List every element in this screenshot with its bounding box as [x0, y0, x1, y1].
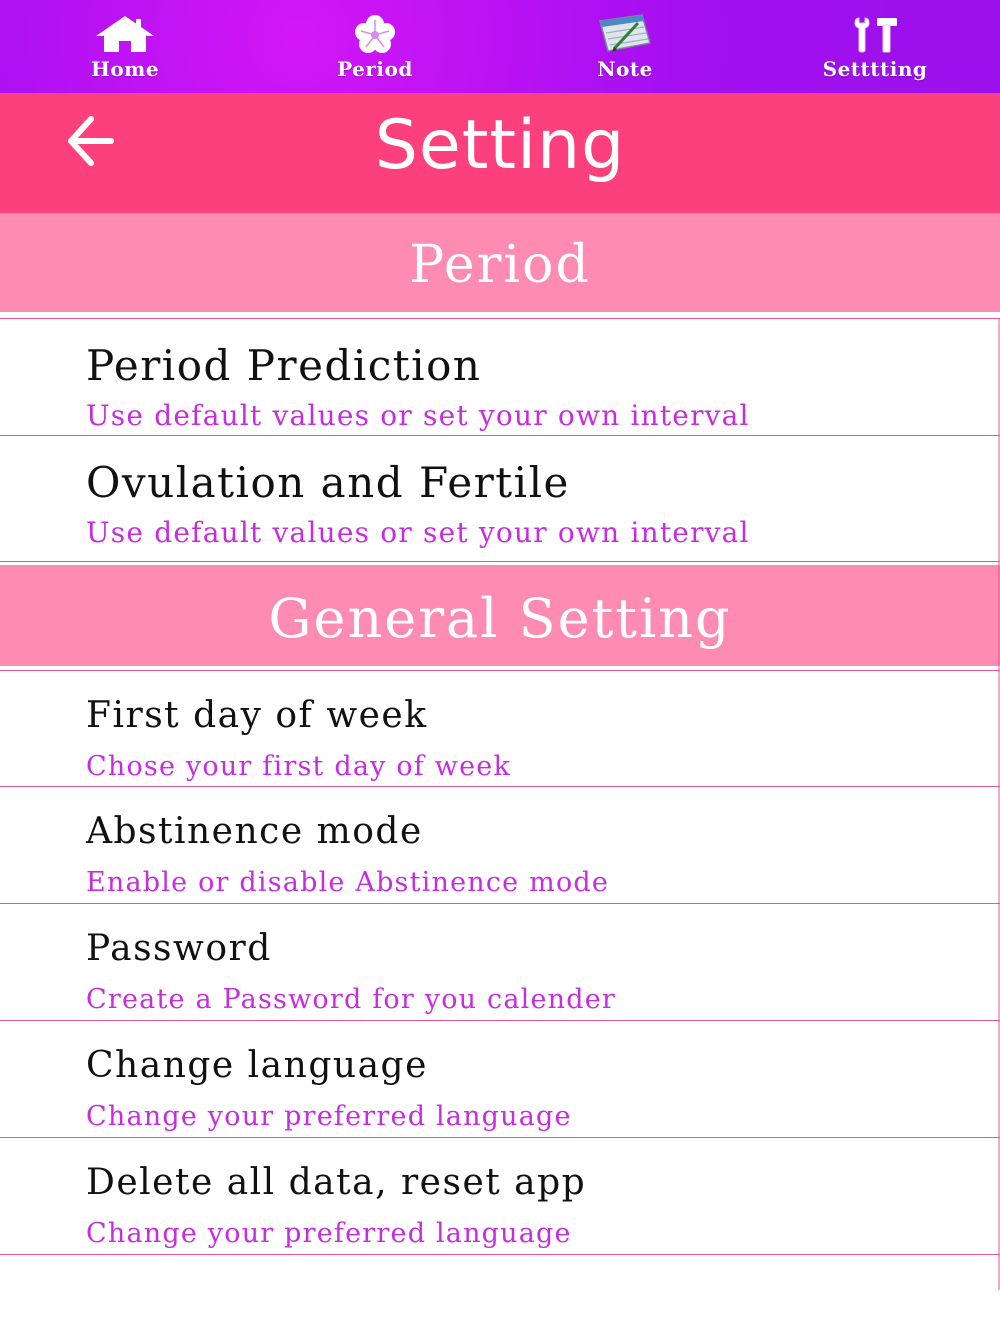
- tab-setting-label: Setttting: [822, 57, 928, 81]
- setting-delete-all-data[interactable]: [0, 1138, 1000, 1255]
- setting-subtitle: Use default values or set your own interval: [86, 516, 750, 549]
- tools-icon: [843, 12, 907, 56]
- top-tab-bar: [0, 0, 1000, 93]
- setting-ovulation-fertile[interactable]: [0, 436, 1000, 562]
- setting-title: Abstinence mode: [86, 811, 423, 852]
- tab-home-label: Home: [90, 57, 160, 81]
- setting-subtitle: Change your preferred language: [86, 1101, 572, 1132]
- setting-title: Change language: [86, 1045, 428, 1086]
- period-settings-list: [0, 318, 1000, 562]
- tab-period[interactable]: [250, 0, 500, 93]
- setting-subtitle: Use default values or set your own interval: [86, 399, 750, 432]
- back-button[interactable]: [58, 111, 122, 175]
- flower-icon: [343, 12, 407, 56]
- setting-abstinence-mode[interactable]: [0, 787, 1000, 904]
- section-header-general: General Setting: [0, 565, 1000, 666]
- setting-change-language[interactable]: [0, 1021, 1000, 1138]
- setting-subtitle: Chose your first day of week: [86, 751, 512, 782]
- tab-note[interactable]: [500, 0, 750, 93]
- tab-period-label: Period: [337, 57, 413, 81]
- page-title: Setting: [374, 106, 626, 185]
- tab-setting[interactable]: [750, 0, 1000, 93]
- setting-first-day-of-week[interactable]: [0, 670, 1000, 787]
- section-header-period: Period: [0, 213, 1000, 312]
- page-header: [0, 93, 1000, 213]
- general-settings-list: [0, 670, 1000, 1255]
- setting-subtitle: Change your preferred language: [86, 1218, 572, 1249]
- setting-title: Period Prediction: [86, 341, 482, 390]
- setting-subtitle: Enable or disable Abstinence mode: [86, 867, 610, 898]
- tab-note-label: Note: [597, 57, 653, 81]
- setting-title: Password: [86, 928, 272, 969]
- setting-password[interactable]: [0, 904, 1000, 1021]
- tab-home[interactable]: [0, 0, 250, 93]
- arrow-left-icon: [65, 113, 115, 173]
- setting-period-prediction[interactable]: [0, 318, 1000, 436]
- setting-title: Delete all data, reset app: [86, 1162, 587, 1203]
- setting-title: Ovulation and Fertile: [86, 458, 570, 507]
- setting-title: First day of week: [86, 695, 428, 736]
- setting-subtitle: Create a Password for you calender: [86, 984, 617, 1015]
- home-icon: [93, 12, 157, 56]
- notepad-icon: [593, 12, 657, 56]
